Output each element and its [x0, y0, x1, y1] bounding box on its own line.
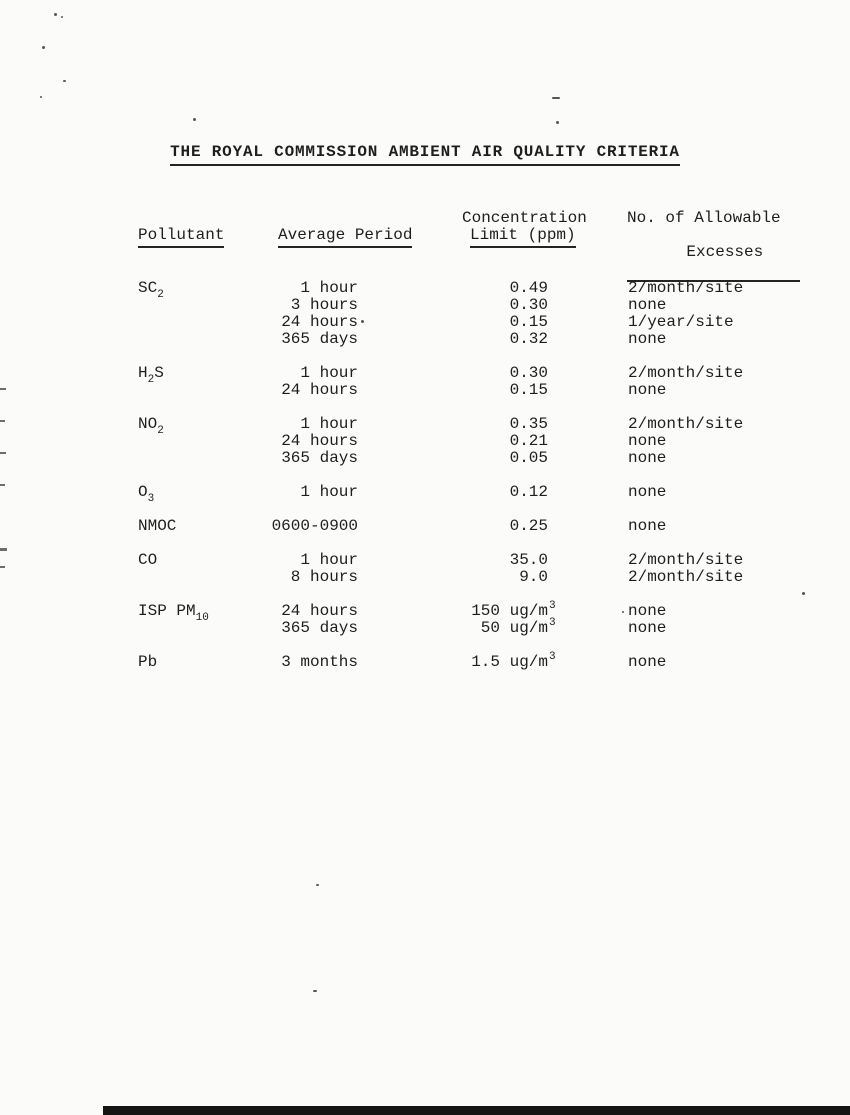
excess-cell: none [628, 381, 667, 399]
table-row [0, 651, 850, 671]
pollutant-subscript: 2 [157, 289, 164, 301]
scan-speck [54, 13, 57, 16]
table-row [0, 297, 850, 314]
period-cell: 3 hours [290, 296, 358, 314]
pollutant-text: S [154, 364, 164, 382]
limit-value: 0.30 [509, 296, 548, 314]
limit-cell [415, 552, 548, 569]
pollutant-text: CO [138, 551, 158, 569]
table-row [0, 364, 850, 386]
limit-value: 0.12 [509, 483, 548, 501]
limit-value: 0.32 [509, 330, 548, 348]
pollutant-subscript: 2 [147, 374, 155, 386]
pollutant-text: NO [138, 415, 158, 433]
pollutant-group [0, 483, 850, 505]
excess-cell: none [628, 330, 667, 348]
excess-cell: none [628, 483, 667, 501]
pollutant-subscript: 10 [195, 612, 209, 624]
limit-value: 1.5 ug/m [471, 653, 548, 671]
scan-speck [42, 46, 45, 49]
period-cell: 1 hour [300, 279, 358, 297]
table-row [0, 314, 850, 331]
limit-value: 0.15 [509, 313, 548, 331]
excess-cell: none [628, 449, 667, 467]
limit-cell [415, 484, 548, 501]
title-row [0, 143, 850, 166]
table-body [0, 280, 850, 688]
excess-cell: none [628, 296, 667, 314]
period-cell: 8 hours [290, 568, 358, 586]
limit-value: 0.35 [509, 415, 548, 433]
page-title: THE ROYAL COMMISSION AMBIENT AIR QUALITY CRITERIA [170, 143, 680, 166]
limit-superscript: 3 [549, 651, 556, 663]
limit-value: 0.25 [509, 517, 548, 535]
pollutant-group [0, 651, 850, 671]
excess-cell: 1/year/site [628, 313, 734, 331]
table-row [0, 331, 850, 348]
scan-speck [40, 96, 42, 98]
pollutant-group [0, 280, 850, 348]
period-cell: 24 hours [281, 313, 358, 331]
limit-value: 0.49 [509, 279, 548, 297]
pollutant-label [138, 552, 263, 569]
excess-cell: none [628, 517, 667, 535]
table-row [0, 279, 850, 301]
pollutant-text: NMOC [138, 517, 177, 535]
header-allowable-line1: No. of Allowable [627, 209, 781, 227]
table-row [0, 450, 850, 467]
scan-speck [313, 990, 317, 992]
limit-cell [415, 569, 548, 586]
scan-speck [61, 16, 63, 18]
pollutant-label [138, 279, 263, 301]
period-cell: 24 hours [281, 381, 358, 399]
table-row [0, 552, 850, 569]
limit-value: 50 ug/m [480, 619, 548, 637]
limit-cell [415, 450, 548, 467]
pollutant-group [0, 518, 850, 535]
excess-cell: none [628, 619, 667, 637]
period-cell: 365 days [281, 449, 358, 467]
period-cell: 0600-0900 [271, 517, 358, 535]
limit-value: 0.05 [509, 449, 548, 467]
limit-value: 0.21 [509, 432, 548, 450]
limit-cell [415, 314, 548, 331]
period-cell: 24 hours [281, 432, 358, 450]
excess-cell: none [628, 653, 667, 671]
limit-value: 150 ug/m [471, 602, 548, 620]
pollutant-text: H [138, 364, 148, 382]
excess-cell: none [628, 602, 667, 620]
table-row [0, 433, 850, 450]
pollutant-group [0, 365, 850, 399]
pollutant-text: SC [138, 279, 158, 297]
pollutant-text: O [138, 483, 148, 501]
excess-cell: none [628, 432, 667, 450]
scan-speck [63, 80, 66, 82]
period-cell: 365 days [281, 619, 358, 637]
pollutant-label [138, 483, 263, 505]
limit-value: 0.30 [509, 364, 548, 382]
limit-cell [415, 280, 548, 297]
limit-cell [415, 617, 556, 637]
excess-cell: 2/month/site [628, 279, 744, 297]
excess-cell: 2/month/site [628, 568, 744, 586]
scan-speck [193, 118, 196, 121]
limit-cell [415, 365, 548, 382]
limit-cell [415, 518, 548, 535]
header-excesses-underline [627, 227, 800, 282]
table-row [0, 569, 850, 586]
pollutant-group [0, 600, 850, 637]
pollutant-label [138, 602, 263, 624]
pollutant-label [138, 654, 263, 671]
table-row [0, 382, 850, 399]
limit-cell [415, 382, 548, 399]
limit-cell [415, 297, 548, 314]
header-limit-ppm: Limit (ppm) [470, 227, 576, 248]
pollutant-subscript: 3 [147, 493, 155, 505]
limit-value: 9.0 [519, 568, 548, 586]
pollutant-label [138, 364, 263, 386]
pollutant-label [138, 415, 263, 437]
limit-cell [415, 651, 556, 671]
excess-cell: 2/month/site [628, 364, 744, 382]
pollutant-group [0, 552, 850, 586]
table-row [0, 415, 850, 437]
limit-cell [415, 433, 548, 450]
period-cell: 365 days [281, 330, 358, 348]
pollutant-group [0, 416, 850, 467]
limit-superscript: 3 [549, 600, 556, 612]
limit-cell [415, 416, 548, 433]
period-cell: 24 hours [281, 602, 358, 620]
table-row [0, 483, 850, 505]
scan-speck [556, 121, 559, 124]
period-cell: 1 hour [300, 415, 358, 433]
header-pollutant: Pollutant [138, 227, 224, 248]
limit-value: 0.15 [509, 381, 548, 399]
limit-cell [415, 600, 556, 620]
period-cell: 1 hour [300, 551, 358, 569]
header-excesses: Excesses [686, 243, 764, 261]
limit-value: 35.0 [509, 551, 548, 569]
period-cell: 1 hour [300, 364, 358, 382]
excess-cell: 2/month/site [628, 551, 744, 569]
limit-superscript: 3 [549, 617, 556, 629]
header-average-period: Average Period [278, 227, 412, 248]
limit-cell [415, 331, 548, 348]
table-row [0, 600, 850, 624]
pollutant-text: Pb [138, 653, 158, 671]
period-cell: 1 hour [300, 483, 358, 501]
scan-bottom-bar [103, 1106, 850, 1115]
header-concentration-line1: Concentration [462, 209, 587, 227]
pollutant-subscript: 2 [157, 425, 164, 437]
excess-cell: 2/month/site [628, 415, 744, 433]
period-cell: 3 months [281, 653, 358, 671]
scan-speck [316, 884, 319, 886]
table-row [0, 518, 850, 535]
pollutant-label [138, 518, 263, 535]
pollutant-text: ISP PM [138, 602, 196, 620]
scan-speck [552, 97, 560, 99]
